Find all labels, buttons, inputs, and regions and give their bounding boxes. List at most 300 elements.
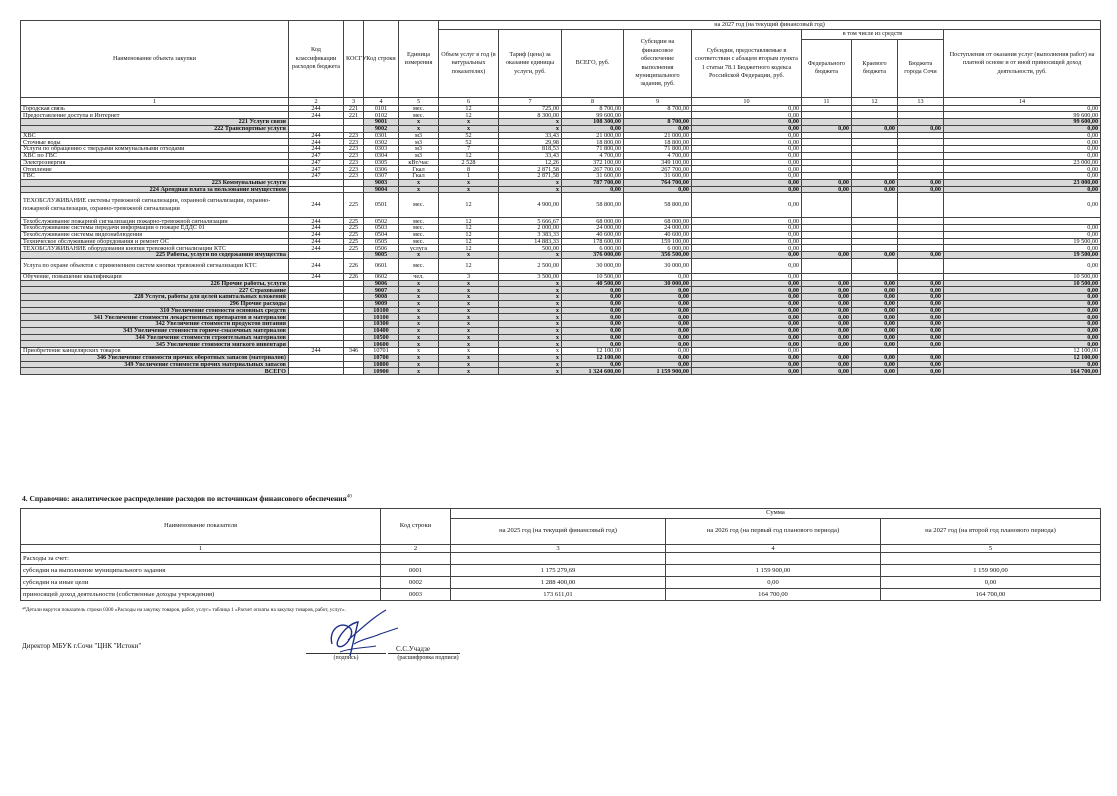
cell-value: 21 000,00 bbox=[562, 132, 624, 139]
cell-value: 0,00 bbox=[562, 361, 624, 368]
cell-value bbox=[898, 112, 944, 119]
cell-value: 6 000,00 bbox=[624, 245, 692, 252]
cell-value: 9008 bbox=[364, 294, 399, 301]
cell-value: 9001 bbox=[364, 119, 399, 126]
cell-value: Гкал bbox=[399, 166, 439, 173]
cell-value: чел. bbox=[399, 273, 439, 280]
cell-value: услуга bbox=[399, 245, 439, 252]
cell-value: 9007 bbox=[364, 287, 399, 294]
header-volume: Объем услуг в год (в натуральных показателях) bbox=[439, 30, 499, 97]
cell-value: 1 159 900,00 bbox=[881, 564, 1101, 576]
cell-value: 12 bbox=[439, 238, 499, 245]
cell-value: 0,00 bbox=[802, 321, 852, 328]
cell-value: 0,00 bbox=[624, 348, 692, 355]
cell-value: x bbox=[439, 280, 499, 287]
cell-value: 0,00 bbox=[802, 252, 852, 259]
row-label: Приобретение канцелярских товаров bbox=[21, 348, 289, 355]
cell-value: x bbox=[439, 179, 499, 186]
cell-value: 223 bbox=[344, 173, 364, 180]
cell-value: 0,00 bbox=[624, 361, 692, 368]
cell-value: 0,00 bbox=[692, 179, 802, 186]
cell-value bbox=[344, 294, 364, 301]
cell-value: 40 500,00 bbox=[562, 280, 624, 287]
header-subsidy-task: Субсидии на финансовое обеспечение выполнения муниципального задания, руб. bbox=[624, 30, 692, 97]
cell-value: 0301 bbox=[364, 132, 399, 139]
cell-value: 8 300,00 bbox=[499, 112, 562, 119]
cell-value: 346 bbox=[344, 348, 364, 355]
cell-value: 0,00 bbox=[898, 294, 944, 301]
cell-value: 1 159 900,00 bbox=[666, 564, 881, 576]
column-number: 14 bbox=[944, 97, 1101, 105]
cell-value: мес. bbox=[399, 105, 439, 112]
cell-value: x bbox=[399, 294, 439, 301]
cell-value: 10100 bbox=[364, 307, 399, 314]
cell-value: x bbox=[499, 119, 562, 126]
cell-value: 0302 bbox=[364, 139, 399, 146]
cell-value: 1 288 400,00 bbox=[451, 576, 666, 588]
column-number: 1 bbox=[21, 97, 289, 105]
cell-value bbox=[898, 166, 944, 173]
table-row bbox=[21, 112, 1101, 119]
header-tariff: Тариф (цена) за оказание единицы услуги, руб. bbox=[499, 30, 562, 97]
cell-value: 356 500,00 bbox=[624, 252, 692, 259]
cell-value bbox=[852, 231, 898, 238]
cell-value: 9006 bbox=[364, 280, 399, 287]
cell-value: 10 500,00 bbox=[944, 280, 1101, 287]
column-number: 4 bbox=[364, 97, 399, 105]
cell-value bbox=[802, 258, 852, 273]
cell-value bbox=[344, 354, 364, 361]
cell-value: 0,00 bbox=[624, 334, 692, 341]
row-label: Услуги по обращению с твердыми коммунальными отходами bbox=[21, 146, 289, 153]
cell-value: 3 500,00 bbox=[499, 273, 562, 280]
cell-value bbox=[802, 218, 852, 225]
cell-value: 0,00 bbox=[802, 300, 852, 307]
cell-value: 0,00 bbox=[692, 287, 802, 294]
cell-value: 0,00 bbox=[944, 152, 1101, 159]
cell-value: 0,00 bbox=[944, 193, 1101, 218]
cell-value bbox=[344, 368, 364, 375]
cell-value: x bbox=[499, 368, 562, 375]
header-unit: Единица измерения bbox=[399, 21, 439, 98]
cell-value: 0,00 bbox=[802, 294, 852, 301]
s4-header-sum: Сумма bbox=[451, 509, 1101, 519]
cell-value: 40 600,00 bbox=[624, 231, 692, 238]
cell-value: 12 bbox=[439, 245, 499, 252]
cell-value: мес. bbox=[399, 112, 439, 119]
cell-value: 0,00 bbox=[944, 307, 1101, 314]
row-label: 344 Увеличение стоимости строительных материалов bbox=[21, 334, 289, 341]
cell-value: 24 000,00 bbox=[562, 225, 624, 232]
cell-value: 225 bbox=[344, 218, 364, 225]
table-row bbox=[21, 166, 1101, 173]
cell-value: x bbox=[499, 327, 562, 334]
cell-value bbox=[802, 231, 852, 238]
cell-value: 0,00 bbox=[802, 354, 852, 361]
cell-value: 12 bbox=[439, 152, 499, 159]
header-regional: Краевого бюджета bbox=[852, 39, 898, 97]
cell-value: 0,00 bbox=[562, 300, 624, 307]
cell-value: 58 800,00 bbox=[562, 193, 624, 218]
cell-value bbox=[344, 179, 364, 186]
cell-value: м3 bbox=[399, 152, 439, 159]
column-number: 13 bbox=[898, 97, 944, 105]
cell-value bbox=[802, 166, 852, 173]
cell-value: x bbox=[399, 361, 439, 368]
row-label: Техобслуживание системы видеонаблюдения bbox=[21, 231, 289, 238]
cell-value: x bbox=[399, 119, 439, 126]
cell-value bbox=[852, 258, 898, 273]
cell-value: 0,00 bbox=[692, 186, 802, 193]
cell-value bbox=[898, 258, 944, 273]
cell-value: 3 bbox=[439, 273, 499, 280]
cell-value: 223 bbox=[344, 166, 364, 173]
cell-value: 244 bbox=[289, 348, 344, 355]
cell-value: м3 bbox=[399, 139, 439, 146]
cell-value: 10 500,00 bbox=[944, 273, 1101, 280]
cell-value: 7 bbox=[439, 146, 499, 153]
cell-value: 58 800,00 bbox=[624, 193, 692, 218]
cell-value: 8 bbox=[439, 166, 499, 173]
cell-value: x bbox=[499, 252, 562, 259]
cell-value: 0,00 bbox=[852, 327, 898, 334]
cell-value: 0,00 bbox=[944, 341, 1101, 348]
cell-value: 31 600,00 bbox=[624, 173, 692, 180]
cell-value: 500,00 bbox=[499, 245, 562, 252]
table-row bbox=[21, 159, 1101, 166]
cell-value: 0,00 bbox=[692, 348, 802, 355]
cell-value: 0,00 bbox=[898, 341, 944, 348]
cell-value: 12,26 bbox=[499, 159, 562, 166]
cell-value: Гкал bbox=[399, 173, 439, 180]
cell-value bbox=[344, 314, 364, 321]
cell-value bbox=[898, 218, 944, 225]
cell-value: x bbox=[499, 321, 562, 328]
cell-value: 244 bbox=[289, 105, 344, 112]
cell-value: 221 bbox=[344, 105, 364, 112]
subtotal-row bbox=[21, 361, 1101, 368]
cell-value: 244 bbox=[289, 112, 344, 119]
cell-value bbox=[289, 327, 344, 334]
cell-value bbox=[451, 552, 666, 564]
s4-header-name: Наименование показателя bbox=[21, 509, 381, 545]
cell-value: 0,00 bbox=[692, 300, 802, 307]
cell-value: 0101 bbox=[364, 105, 399, 112]
cell-value: x bbox=[499, 125, 562, 132]
cell-value: 99 600,00 bbox=[944, 119, 1101, 126]
table-row bbox=[21, 146, 1101, 153]
cell-value bbox=[381, 552, 451, 564]
cell-value: 0,00 bbox=[944, 105, 1101, 112]
cell-value: 164 700,00 bbox=[944, 368, 1101, 375]
cell-value bbox=[802, 238, 852, 245]
cell-value: 0,00 bbox=[692, 218, 802, 225]
cell-value: 30 000,00 bbox=[562, 258, 624, 273]
table-row bbox=[21, 231, 1101, 238]
cell-value: 225 bbox=[344, 231, 364, 238]
name-caption: (расшифровка подписи) bbox=[397, 655, 459, 661]
cell-value: 52 bbox=[439, 139, 499, 146]
cell-value: 8 700,00 bbox=[624, 119, 692, 126]
cell-value bbox=[898, 105, 944, 112]
column-number: 2 bbox=[289, 97, 344, 105]
cell-value: 2 528 bbox=[439, 159, 499, 166]
cell-value: 0501 bbox=[364, 193, 399, 218]
cell-value: 244 bbox=[289, 193, 344, 218]
cell-value bbox=[852, 238, 898, 245]
cell-value: 0,00 bbox=[562, 341, 624, 348]
cell-value: 0,00 bbox=[624, 186, 692, 193]
cell-value: x bbox=[439, 294, 499, 301]
cell-value: 0,00 bbox=[562, 125, 624, 132]
cell-value: x bbox=[439, 119, 499, 126]
cell-value: 0,00 bbox=[624, 321, 692, 328]
cell-value: 12 bbox=[439, 112, 499, 119]
cell-value: 0,00 bbox=[692, 139, 802, 146]
cell-value: 18 800,00 bbox=[562, 139, 624, 146]
cell-value: 0,00 bbox=[692, 193, 802, 218]
subtotal-row bbox=[21, 334, 1101, 341]
row-label: 343 Увеличение стоимости горюче-смазочных материалов bbox=[21, 327, 289, 334]
cell-value: 0,00 bbox=[692, 321, 802, 328]
procurement-expenses-table bbox=[20, 20, 1101, 375]
column-number: 5 bbox=[399, 97, 439, 105]
cell-value: 225 bbox=[344, 225, 364, 232]
cell-value: x bbox=[499, 300, 562, 307]
cell-value: x bbox=[439, 307, 499, 314]
cell-value: x bbox=[439, 327, 499, 334]
cell-value: 0,00 bbox=[692, 152, 802, 159]
cell-value: 12 bbox=[439, 105, 499, 112]
cell-value: 0,00 bbox=[692, 245, 802, 252]
cell-value: 10900 bbox=[364, 368, 399, 375]
cell-value: 0,00 bbox=[852, 354, 898, 361]
cell-value: 244 bbox=[289, 273, 344, 280]
cell-value: 0,00 bbox=[944, 166, 1101, 173]
row-label: Отопление bbox=[21, 166, 289, 173]
cell-value: 0,00 bbox=[692, 258, 802, 273]
cell-value bbox=[289, 354, 344, 361]
cell-value: 19 500,00 bbox=[944, 238, 1101, 245]
cell-value: 9005 bbox=[364, 252, 399, 259]
cell-value: 244 bbox=[289, 132, 344, 139]
cell-value: x bbox=[399, 300, 439, 307]
subtotal-row bbox=[21, 186, 1101, 193]
cell-value: 0,00 bbox=[944, 321, 1101, 328]
cell-value: x bbox=[399, 179, 439, 186]
cell-value bbox=[802, 152, 852, 159]
row-label: 226 Прочие работы, услуги bbox=[21, 280, 289, 287]
cell-value: 764 700,00 bbox=[624, 179, 692, 186]
row-label: 349 Увеличение стоимости прочих материальных запасов bbox=[21, 361, 289, 368]
subtotal-row bbox=[21, 368, 1101, 375]
cell-value: 0304 bbox=[364, 152, 399, 159]
cell-value bbox=[344, 327, 364, 334]
cell-value: 0,00 bbox=[624, 314, 692, 321]
cell-value: x bbox=[499, 354, 562, 361]
column-number: 10 bbox=[692, 97, 802, 105]
cell-value: 0506 bbox=[364, 245, 399, 252]
signature-caption: (подпись) bbox=[333, 655, 359, 661]
cell-value: 0,00 bbox=[692, 119, 802, 126]
cell-value bbox=[344, 307, 364, 314]
cell-value: 372 100,00 bbox=[562, 159, 624, 166]
cell-value: 10700 bbox=[364, 354, 399, 361]
cell-value: 1 175 279,69 bbox=[451, 564, 666, 576]
cell-value: 0,00 bbox=[624, 294, 692, 301]
cell-value: 247 bbox=[289, 166, 344, 173]
cell-value bbox=[852, 132, 898, 139]
cell-value: 0,00 bbox=[944, 245, 1101, 252]
row-label: 228 Услуги, работы для целей капитальных вложений bbox=[21, 294, 289, 301]
cell-value: 8 700,00 bbox=[562, 105, 624, 112]
row-label: 342 Увеличение стоимости продуктов питания bbox=[21, 321, 289, 328]
cell-value: x bbox=[439, 287, 499, 294]
cell-value: 0,00 bbox=[692, 125, 802, 132]
cell-value: 267 700,00 bbox=[562, 166, 624, 173]
header-name: Наименование объекта закупки bbox=[21, 21, 289, 98]
row-label: ТЕХОБСЛУЖИВАНИЕ системы тревожной сигнализации, охранной сигнализации, охранно-пожарной сигнализации, охранно-тревожной сигнализации bbox=[21, 193, 289, 218]
cell-value bbox=[289, 287, 344, 294]
cell-value bbox=[898, 193, 944, 218]
row-label: ХВС bbox=[21, 132, 289, 139]
cell-value: 0,00 bbox=[624, 354, 692, 361]
cell-value: 0,00 bbox=[898, 287, 944, 294]
cell-value: x bbox=[499, 314, 562, 321]
cell-value: 10701 bbox=[364, 348, 399, 355]
cell-value: 0,00 bbox=[898, 307, 944, 314]
cell-value: x bbox=[499, 179, 562, 186]
cell-value: мес. bbox=[399, 231, 439, 238]
cell-value: 0,00 bbox=[624, 125, 692, 132]
cell-value: x bbox=[439, 361, 499, 368]
row-label: 310 Увеличение стоимости основных средств bbox=[21, 307, 289, 314]
cell-value bbox=[852, 218, 898, 225]
cell-value: 10500 bbox=[364, 334, 399, 341]
cell-value bbox=[852, 139, 898, 146]
row-label: ВСЕГО bbox=[21, 368, 289, 375]
cell-value: 0,00 bbox=[562, 334, 624, 341]
cell-value: 0,00 bbox=[944, 361, 1101, 368]
cell-value: 244 bbox=[289, 139, 344, 146]
column-number: 12 bbox=[852, 97, 898, 105]
cell-value: 349 100,00 bbox=[624, 159, 692, 166]
cell-value: 0,00 bbox=[562, 307, 624, 314]
cell-value: 52 bbox=[439, 132, 499, 139]
cell-value: x bbox=[499, 361, 562, 368]
cell-value: 40 600,00 bbox=[562, 231, 624, 238]
header-kosgu: КОСГУ bbox=[344, 21, 364, 98]
cell-value: 23 000,00 bbox=[944, 179, 1101, 186]
cell-value bbox=[289, 300, 344, 307]
cell-value bbox=[344, 119, 364, 126]
cell-value: 0,00 bbox=[666, 576, 881, 588]
cell-value: 12 bbox=[439, 218, 499, 225]
cell-value bbox=[289, 252, 344, 259]
cell-value: 159 100,00 bbox=[624, 238, 692, 245]
cell-value: x bbox=[499, 348, 562, 355]
column-number: 8 bbox=[562, 97, 624, 105]
cell-value: 0,00 bbox=[692, 238, 802, 245]
cell-value bbox=[898, 238, 944, 245]
cell-value: 0,00 bbox=[944, 125, 1101, 132]
cell-value: 5 666,67 bbox=[499, 218, 562, 225]
cell-value: x bbox=[399, 186, 439, 193]
cell-value: 0,00 bbox=[802, 341, 852, 348]
cell-value: 0,00 bbox=[624, 273, 692, 280]
subtotal-row bbox=[21, 252, 1101, 259]
cell-value: 0,00 bbox=[692, 327, 802, 334]
cell-value: 30 000,00 bbox=[624, 280, 692, 287]
s4-header-2025: на 2025 год (на текущий финансовый год) bbox=[451, 518, 666, 544]
cell-value: 376 000,00 bbox=[562, 252, 624, 259]
cell-value: 14 883,33 bbox=[499, 238, 562, 245]
cell-value bbox=[852, 159, 898, 166]
cell-value bbox=[802, 193, 852, 218]
cell-value: 99 600,00 bbox=[562, 112, 624, 119]
cell-value: 0,00 bbox=[692, 273, 802, 280]
cell-value: 0503 bbox=[364, 225, 399, 232]
cell-value: 0,00 bbox=[944, 225, 1101, 232]
cell-value: 10600 bbox=[364, 341, 399, 348]
cell-value: 0,00 bbox=[898, 280, 944, 287]
cell-value: x bbox=[399, 287, 439, 294]
cell-value: 725,00 bbox=[499, 105, 562, 112]
cell-value: 0,00 bbox=[898, 252, 944, 259]
cell-value: 0,00 bbox=[624, 341, 692, 348]
cell-value: 0,00 bbox=[624, 307, 692, 314]
cell-value: 99 600,00 bbox=[944, 112, 1101, 119]
cell-value: 226 bbox=[344, 273, 364, 280]
cell-value: x bbox=[399, 334, 439, 341]
cell-value: 0,00 bbox=[944, 139, 1101, 146]
cell-value: 0,00 bbox=[944, 327, 1101, 334]
cell-value: 0,00 bbox=[852, 321, 898, 328]
cell-value: 0,00 bbox=[852, 294, 898, 301]
cell-value: 0,00 bbox=[944, 300, 1101, 307]
cell-value bbox=[852, 152, 898, 159]
cell-value: x bbox=[399, 307, 439, 314]
cell-value: 1 bbox=[439, 173, 499, 180]
subtotal-row bbox=[21, 280, 1101, 287]
cell-value bbox=[852, 166, 898, 173]
row-label: Сточные воды bbox=[21, 139, 289, 146]
cell-value: 0,00 bbox=[898, 354, 944, 361]
cell-value bbox=[666, 552, 881, 564]
cell-value: 223 bbox=[344, 139, 364, 146]
cell-value: 0,00 bbox=[944, 173, 1101, 180]
cell-value: 223 bbox=[344, 146, 364, 153]
row-label: Электроэнергия bbox=[21, 159, 289, 166]
cell-value: 267 700,00 bbox=[624, 166, 692, 173]
row-label: субсидии на выполнение муниципального задания bbox=[21, 564, 381, 576]
cell-value: 0,00 bbox=[944, 258, 1101, 273]
cell-value bbox=[802, 225, 852, 232]
cell-value bbox=[852, 225, 898, 232]
cell-value bbox=[802, 132, 852, 139]
cell-value: 0,00 bbox=[802, 327, 852, 334]
s4-row bbox=[21, 564, 1101, 576]
s4-header-2027: на 2027 год (на второй год планового периода) bbox=[881, 518, 1101, 544]
row-label: приносящей доход деятельности (собственные доходы учреждения) bbox=[21, 588, 381, 600]
cell-value: 0,00 bbox=[852, 186, 898, 193]
cell-value: x bbox=[399, 314, 439, 321]
cell-value: 0,00 bbox=[944, 132, 1101, 139]
cell-value: 221 bbox=[344, 112, 364, 119]
cell-value: 4 900,00 bbox=[499, 193, 562, 218]
header-period: на 2027 год (на текущий финансовый год) bbox=[439, 21, 1101, 30]
subtotal-row bbox=[21, 341, 1101, 348]
